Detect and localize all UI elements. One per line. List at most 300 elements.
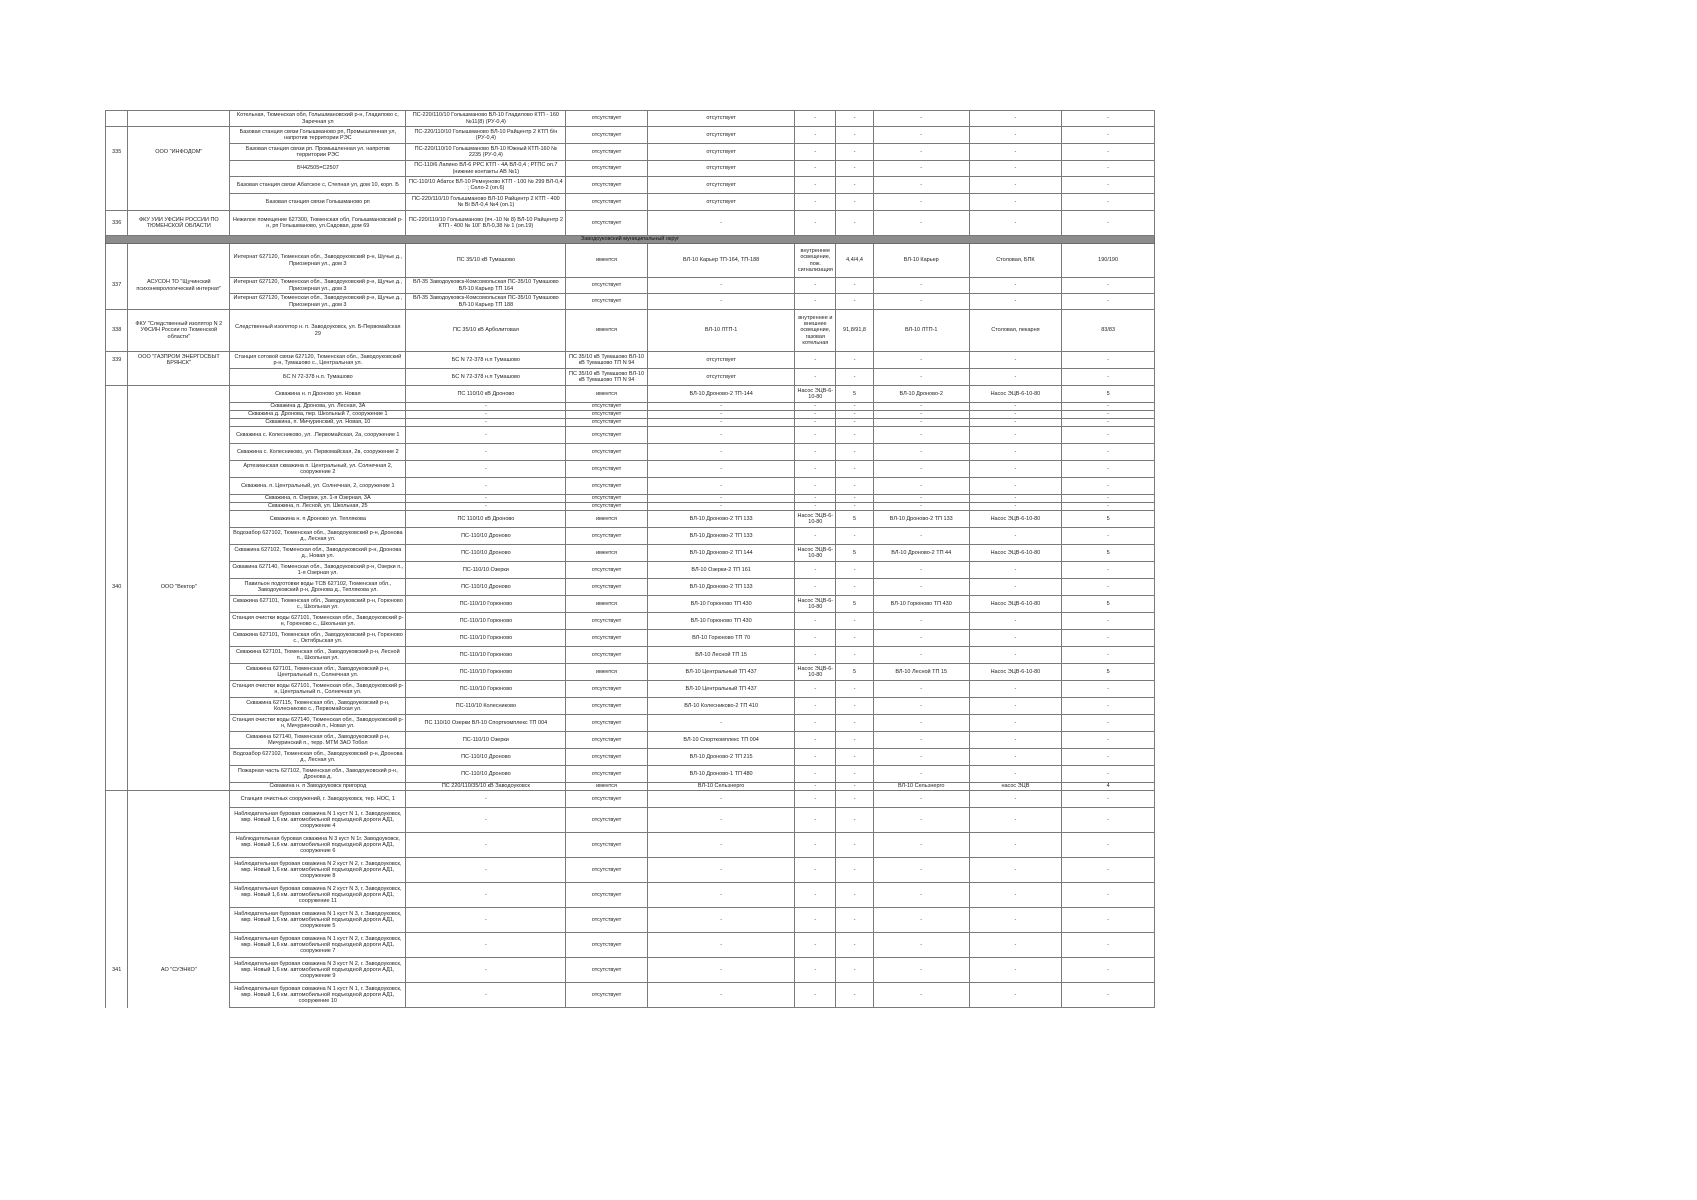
essential-consumers: - [969,177,1062,194]
backup-source: отсутствует [566,478,647,495]
row-number [106,766,128,783]
backup-source: отсутствует [566,613,647,630]
consumers: Насос ЭЦВ-6-10-80 [795,545,836,562]
load-kw: - [836,444,874,461]
backup-source: имеется [566,244,647,278]
object-address: Скважина 627140, Тюменская обл., Заводоуковский р-н, Озерки п., 1-я Озерная ул. [230,562,406,579]
organization-name [128,613,230,630]
table-row [106,808,1155,833]
reserve-line: отсутствует [647,369,795,386]
essential-consumers: - [969,613,1062,630]
backup-source: отсутствует [566,908,647,933]
reserve-feeder: - [873,983,969,1008]
load-kw: - [836,715,874,732]
object-address: БЧ42505=С2507 [230,161,406,177]
reserve-feeder: - [873,478,969,495]
power-source: - [406,808,566,833]
consumers: - [795,411,836,419]
essential-load: - [1062,352,1155,369]
row-number [106,791,128,808]
organization-name [128,808,230,833]
essential-load: 5 [1062,596,1155,613]
table-row [106,791,1155,808]
consumers: - [795,528,836,545]
backup-source: отсутствует [566,111,647,127]
object-address: Станция очистки воды 627140, Тюменская обл., Заводоуковский р-н, Мичуринский п., Новая ул. [230,715,406,732]
organization-name [128,698,230,715]
reserve-line: - [647,808,795,833]
consumers: - [795,933,836,958]
organization-name [128,386,230,403]
object-address: Наблюдательная буровая скважина N 3 куст N 2, г. Заводоуковск, мкр. Новый 1,6 км. автомобильной подъездной дороги АД1, сооружение 9 [230,958,406,983]
backup-source: отсутствует [566,411,647,419]
organization-name [128,177,230,194]
power-source: ПС 110/10 кВ Дроново [406,386,566,403]
load-kw: - [836,278,874,294]
table-row [106,833,1155,858]
row-number [106,461,128,478]
load-kw: - [836,403,874,411]
load-kw: - [836,858,874,883]
table-row [106,369,1155,386]
load-kw: - [836,495,874,503]
backup-source: отсутствует [566,562,647,579]
row-number [106,698,128,715]
consumers: внутреннее и внешнее освещение, газовая котельная [795,310,836,352]
reserve-feeder: - [873,211,969,236]
table-row [106,858,1155,883]
backup-source: отсутствует [566,732,647,749]
reserve-line: ВЛ-10 Дроново-2 ТП 144 [647,545,795,562]
row-number [106,808,128,833]
consumers: - [795,294,836,310]
table-row [106,194,1155,211]
essential-consumers: - [969,808,1062,833]
object-address: Скважина н. п Дроново ул. Теплякова [230,511,406,528]
power-source: - [406,908,566,933]
organization-name [128,194,230,211]
essential-load: - [1062,369,1155,386]
object-address: Павильон подготовки воды ТСВ 627102, Тюменская обл., Заводоуковский р-н, Дронова д., Теплякова ул. [230,579,406,596]
row-number [106,715,128,732]
row-number [106,495,128,503]
essential-consumers: - [969,127,1062,144]
row-number: 337 [106,278,128,294]
essential-consumers: Насос ЭЦВ-6-10-80 [969,386,1062,403]
essential-load: - [1062,528,1155,545]
reserve-feeder: ВЛ-10 Карьер [873,244,969,278]
object-address: Наблюдательная буровая скважина N 2 куст N 2, г. Заводоуковск, мкр. Новый 1,6 км. автомобильной подъездной дороги АД1, сооружение 8 [230,858,406,883]
consumers: - [795,144,836,161]
backup-source: отсутствует [566,403,647,411]
object-address: Базовая станция связи Абатское с, Степная ул, дом 10, корп. Б [230,177,406,194]
essential-load: - [1062,933,1155,958]
power-source: ПС-110/10 Колесниково [406,698,566,715]
table-row [106,403,1155,411]
object-address: Скважина 627101, Тюменская обл., Заводоуковский р-н, Горюново с., Школьная ул. [230,596,406,613]
load-kw: - [836,144,874,161]
essential-consumers: Насос ЭЦВ-6-10-80 [969,664,1062,681]
essential-consumers: - [969,749,1062,766]
consumers: - [795,715,836,732]
object-address: Водозабор 627102, Тюменская обл., Заводоуковский р-н, Дронова д., Лесная ул. [230,749,406,766]
row-number [106,858,128,883]
consumers: - [795,833,836,858]
organization-name: ООО "Вектор" [128,579,230,596]
power-source: - [406,403,566,411]
consumers: - [795,958,836,983]
consumers: - [795,177,836,194]
essential-consumers: - [969,958,1062,983]
consumers: - [795,369,836,386]
row-number [106,681,128,698]
object-address: Базовая станция связи рп. Промышленная ул. напротив территории РЭС [230,144,406,161]
object-address: Пожарная часть 627102, Тюменская обл., Заводоуковский р-н, Дронова д. [230,766,406,783]
consumers: - [795,427,836,444]
essential-consumers: - [969,161,1062,177]
essential-consumers: - [969,766,1062,783]
reserve-feeder: - [873,630,969,647]
load-kw: - [836,127,874,144]
reserve-feeder: - [873,427,969,444]
power-source: - [406,411,566,419]
reserve-feeder: - [873,294,969,310]
essential-load: - [1062,732,1155,749]
organization-name [128,681,230,698]
consumers: - [795,647,836,664]
essential-consumers: - [969,858,1062,883]
table-row [106,495,1155,503]
reserve-feeder: ВЛ-10 Лесной ТП 15 [873,664,969,681]
power-source: ПС-110/10 Горюново [406,681,566,698]
power-source: - [406,478,566,495]
load-kw: - [836,294,874,310]
organization-name [128,111,230,127]
backup-source: отсутствует [566,194,647,211]
essential-consumers: - [969,369,1062,386]
reserve-feeder: ВЛ-10 Сельэнерго [873,783,969,791]
reserve-feeder: - [873,808,969,833]
table-row [106,461,1155,478]
object-address: Скважина 627115, Тюменская обл., Заводоуковский р-н, Колесниково с., Первомайская ул. [230,698,406,715]
reserve-feeder: - [873,461,969,478]
backup-source: отсутствует [566,808,647,833]
reserve-feeder: ВЛ-10 Дроново-2 [873,386,969,403]
reserve-line: - [647,427,795,444]
backup-source: отсутствует [566,461,647,478]
backup-source: отсутствует [566,144,647,161]
organization-name [128,908,230,933]
backup-source: отсутствует [566,127,647,144]
row-number [106,908,128,933]
table-row [106,503,1155,511]
organization-name [128,495,230,503]
reserve-line: - [647,933,795,958]
essential-consumers: - [969,732,1062,749]
reserve-line: ВЛ-10 Дроново-2 ТП 133 [647,511,795,528]
essential-consumers: - [969,681,1062,698]
essential-load: - [1062,278,1155,294]
object-address: Скважина 627101, Тюменская обл., Заводоуковский р-н, Горюново с., Октябрьская ул. [230,630,406,647]
object-address: Скважина с. Колесниково, ул. Первомайская, 2в, сооружение 2 [230,444,406,461]
consumers: - [795,883,836,908]
consumers: - [795,461,836,478]
power-source: ПС-110/10 Горюново [406,613,566,630]
object-address: Базовая станция связи Голышманово рп, Промышленная ул, напротив территории РЭС [230,127,406,144]
reserve-feeder: ВЛ-10 Дроново-2 ТП 133 [873,511,969,528]
row-number [106,386,128,403]
backup-source: отсутствует [566,444,647,461]
essential-load: 83/83 [1062,310,1155,352]
reserve-feeder: - [873,161,969,177]
essential-load: - [1062,194,1155,211]
essential-consumers: - [969,144,1062,161]
essential-load: - [1062,127,1155,144]
object-address: Артезианская скважина п. Центральный, ул. Солнечная 2, сооружение 2 [230,461,406,478]
row-number [106,411,128,419]
organization-name [128,858,230,883]
essential-load: - [1062,858,1155,883]
reserve-line: ВЛ-10 Лесной ТП 15 [647,647,795,664]
object-address: Наблюдательная буровая скважина N 1 куст N 2, г. Заводоуковск, мкр. Новый 1,6 км. автомобильной подъездной дороги АД1, сооружение 7 [230,933,406,958]
backup-source: отсутствует [566,419,647,427]
object-address: Наблюдательная буровая скважина N 2 куст N 3, г. Заводоуковск, мкр. Новый 1,6 км. автомобильной подъездной дороги АД1, сооружение 11 [230,883,406,908]
essential-consumers: - [969,528,1062,545]
organization-name [128,294,230,310]
reserve-line: ВЛ-10 Горюново ТП 430 [647,596,795,613]
power-source: ПС-110/10 Горюново [406,664,566,681]
table-row [106,386,1155,403]
table-row [106,766,1155,783]
row-number [106,883,128,908]
load-kw: 5 [836,511,874,528]
row-number [106,749,128,766]
reserve-feeder: - [873,766,969,783]
reserve-line: ВЛ-10 Дроново-2 ТП-144 [647,386,795,403]
essential-load: - [1062,403,1155,411]
consumers: - [795,858,836,883]
backup-source: имеется [566,386,647,403]
reserve-feeder: - [873,403,969,411]
reserve-line: ВЛ-10 Озерки-2 ТП 161 [647,562,795,579]
reserve-line: ВЛ-10 Колесниково-2 ТП 410 [647,698,795,715]
object-address: Базовая станция связи Голышманово рп [230,194,406,211]
table-row [106,908,1155,933]
table-row [106,783,1155,791]
table-row [106,127,1155,144]
consumers: - [795,766,836,783]
row-number [106,111,128,127]
organization-name [128,596,230,613]
reserve-feeder: - [873,698,969,715]
essential-consumers: - [969,791,1062,808]
essential-consumers: - [969,503,1062,511]
reserve-line: ВЛ-10 Центральный ТП 437 [647,664,795,681]
consumers: - [795,579,836,596]
organization-name [128,983,230,1008]
row-number [106,783,128,791]
essential-load: 5 [1062,545,1155,562]
row-number [106,369,128,386]
reserve-feeder: - [873,732,969,749]
consumers: - [795,111,836,127]
reserve-line: ВЛ-10 Спорткомплекс ТП 004 [647,732,795,749]
table-row [106,294,1155,310]
reserve-feeder: - [873,194,969,211]
object-address: Следственный изолятор н. п. Заводоуковск, ул. Б-Первомайская 29 [230,310,406,352]
power-source: ПС-110/10 Озерки [406,562,566,579]
load-kw: - [836,613,874,630]
essential-load: - [1062,419,1155,427]
essential-load: - [1062,478,1155,495]
backup-source: отсутствует [566,983,647,1008]
backup-source: отсутствует [566,211,647,236]
organization-name [128,783,230,791]
power-source: - [406,427,566,444]
essential-consumers: - [969,562,1062,579]
table-row [106,177,1155,194]
table-row [106,883,1155,908]
row-number [106,194,128,211]
organization-name [128,791,230,808]
reserve-line: отсутствует [647,111,795,127]
object-address: Скважина 627102, Тюменская обл., Заводоуковский р-н, Дронова д., Новая ул. [230,545,406,562]
consumers: - [795,613,836,630]
essential-consumers: - [969,579,1062,596]
reserve-feeder: - [873,883,969,908]
object-address: Станция очистных сооружений, г. Заводоуковск, тер. НОС, 1 [230,791,406,808]
organization-name [128,732,230,749]
load-kw: 5 [836,664,874,681]
row-number [106,127,128,144]
reserve-line: - [647,403,795,411]
essential-load: - [1062,211,1155,236]
power-source: - [406,958,566,983]
table-body [106,111,1155,1008]
row-number [106,833,128,858]
essential-load: - [1062,411,1155,419]
organization-name: ООО "ИНФОДОМ" [128,144,230,161]
row-number [106,403,128,411]
object-address: Котельная, Тюменская обл, Голышмановский р-н, Гладилово с, Заречная ул [230,111,406,127]
backup-source: отсутствует [566,647,647,664]
organization-name: ООО "ГАЗПРОМ ЭНЕРГОСБЫТ БРЯНСК" [128,352,230,369]
district-title: Заводоуковский муниципальный округ [106,236,1155,244]
power-source: ПС 110/10 Озерки ВЛ-10 Спорткомплекс ТП 004 [406,715,566,732]
row-number [106,503,128,511]
load-kw: 5 [836,596,874,613]
essential-consumers: - [969,352,1062,369]
power-source: ВЛ-35 Заводоуковск-Комсомольская ПС-35/10 Тумашово ВЛ-10 Карьер ТП 188 [406,294,566,310]
load-kw: - [836,177,874,194]
load-kw: - [836,833,874,858]
organization-name [128,478,230,495]
reserve-line: ВЛ-10 Дроново-2 ТП 133 [647,579,795,596]
table-row [106,664,1155,681]
table-row [106,545,1155,562]
essential-load: 5 [1062,664,1155,681]
table-row [106,613,1155,630]
power-source: ПС 35/10 кВ Тумашово [406,244,566,278]
power-source: ПС-110/10 Абатск ВЛ-10 Ремнуново КТП - 100 № 299 ВЛ-0,4 ; Село-2 (оп.6) [406,177,566,194]
essential-load: - [1062,177,1155,194]
row-number [106,933,128,958]
load-kw: - [836,698,874,715]
essential-load: - [1062,444,1155,461]
row-number [106,161,128,177]
reserve-line: отсутствует [647,352,795,369]
load-kw: - [836,808,874,833]
power-source: ПС-110/10 Озерки [406,732,566,749]
organization-name [128,715,230,732]
reserve-line: ВЛ-10 Центральный ТП 437 [647,681,795,698]
object-address: Скважина 627101, Тюменская обл., Заводоуковский р-н, Центральный п., Солнечная ул. [230,664,406,681]
backup-source: имеется [566,511,647,528]
organization-name [128,444,230,461]
object-address: Скважина д. Дронова, ул. Лесная, 3А [230,403,406,411]
essential-load: 5 [1062,511,1155,528]
object-address: Интернат 627120, Тюменская обл., Заводоуковский р-н, Щучье д., Приозерная ул., дом 3 [230,294,406,310]
consumers: - [795,495,836,503]
organization-name [128,833,230,858]
essential-load: - [1062,161,1155,177]
row-number: 338 [106,310,128,352]
power-source: ПС-220/110/10 Голышманово ВЛ-10 Райцентр 2 КТП б/н (РУ-0,4) [406,127,566,144]
row-number: 335 [106,144,128,161]
reserve-feeder: - [873,369,969,386]
load-kw: - [836,427,874,444]
reserve-feeder: - [873,528,969,545]
essential-consumers: - [969,908,1062,933]
load-kw: - [836,352,874,369]
row-number: 341 [106,958,128,983]
object-address: Интернат 627120, Тюменская обл., Заводоуковский р-н, Шучье д., Приозерная ул., дом 3 [230,244,406,278]
consumers: внутреннее освещение, пож. сигнализация [795,244,836,278]
load-kw: - [836,579,874,596]
essential-load: - [1062,613,1155,630]
essential-load: - [1062,461,1155,478]
load-kw: - [836,791,874,808]
organization-name: АО "СУЭНКО" [128,958,230,983]
reserve-feeder: - [873,144,969,161]
organization-name [128,369,230,386]
load-kw: - [836,461,874,478]
reserve-feeder: - [873,278,969,294]
reserve-feeder: - [873,562,969,579]
load-kw: - [836,883,874,908]
table-row [106,244,1155,278]
consumers: - [795,211,836,236]
reserve-feeder: - [873,579,969,596]
table-row [106,161,1155,177]
reserve-line: - [647,461,795,478]
object-address: Интернат 627120, Тюменская обл., Заводоуковский р-н, Щучье д., Приозерная ул., дом 3 [230,278,406,294]
organization-name [128,647,230,664]
load-kw: - [836,161,874,177]
power-source: ВЛ-35 Заводоуковск-Комсомольская ПС-35/10 Тумашово ВЛ-10 Карьер ТП 164 [406,278,566,294]
essential-consumers: - [969,403,1062,411]
consumers: - [795,732,836,749]
essential-consumers: Столовая, пекарня [969,310,1062,352]
table-row [106,111,1155,127]
power-source: БС N 72-378 н.п Тумашово [406,352,566,369]
backup-source: отсутствует [566,791,647,808]
consumers: - [795,983,836,1008]
reserve-line: - [647,858,795,883]
consumers: - [795,908,836,933]
table-row [106,310,1155,352]
essential-consumers: - [969,933,1062,958]
